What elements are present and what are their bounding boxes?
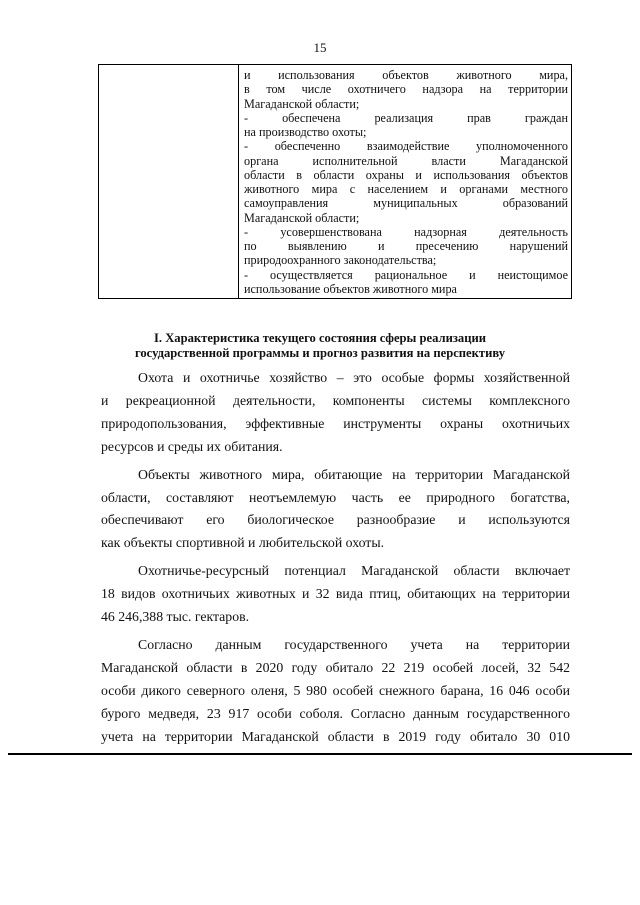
body-text-line: бурого медведя, 23 917 особи соболя. Согласно данным государственного [101,705,570,721]
body-text-line: Охота и охотничье хозяйство – это особые формы хозяйственной [138,370,570,385]
table-text-line: и использования объектов животного мира, [244,68,568,82]
table-text-line: Магаданской области; [244,210,360,225]
table-right-cell [244,68,568,296]
table-left-cell [99,65,239,298]
body-text-line: Охотничье-ресурсный потенциал Магаданской области включает [138,563,570,579]
table-text-line: самоуправления муниципальных образований [244,196,568,211]
table-text-line: в том числе охотничего надзора на территории [244,82,568,97]
body-text-line: особи дикого северного оленя, 5 980 особей снежного барана, 16 046 особи [101,682,570,698]
table-text-line: органа исполнительной власти Магаданской [244,153,568,168]
table-text-line: области в области охраны и использования объектов [244,167,568,182]
body-text-line: 46 246,388 тыс. гектаров. [101,609,250,625]
table-text-line: Магаданской области; [244,96,360,111]
body-text [101,367,570,749]
body-text-line: Магаданской области в 2020 году обитало 22 219 особей лосей, 32 542 [101,659,570,675]
body-text-line: природопользования, эффективные инструменты охраны охотничьих [101,415,570,431]
body-text-line: и рекреационной деятельности, компоненты системы комплексного [101,392,570,408]
body-text-line: обеспечивают его биологическое разнообразие и используются [101,512,570,528]
table-text-line: на производство охоты; [244,125,367,139]
body-text-line: Согласно данным государственного учета на территории [138,636,570,652]
body-text-line: ресурсов и среды их обитания. [101,438,283,454]
table-text-line: животного мира с населением и органами местного [244,182,568,196]
table-text-line: - усовершенствована надзорная деятельность [244,224,568,239]
body-text-line: как объекты спортивной и любительской охоты. [101,535,385,551]
table-text-line: - обеспеченно взаимодействие уполномоченного [244,139,568,154]
results-table [98,64,572,299]
table-text-line: - осуществляется рациональное и неистощимое [244,267,568,282]
body-text-line: области, составляют неотъемлемую часть ее природного богатства, [101,489,570,505]
page-number: 15 [313,40,327,55]
section-heading-line-1: I. Характеристика текущего состояния сферы реализации [154,331,486,345]
body-text-line: 18 видов охотничьих животных и 32 вида птиц, обитающих на территории [101,586,570,602]
section-heading-line-2: государственной программы и прогноз развития на перспективу [134,345,505,360]
section-heading [0,331,640,360]
table-text-line: по выявлению и пресечению нарушений [244,239,568,253]
body-text-line: Объекты животного мира, обитающие на территории Магаданской [138,466,570,482]
table-text-line: природоохранного законодательства; [244,253,437,268]
footer-divider [8,753,632,755]
body-text-line: учета на территории Магаданской области в 2019 году обитало 30 010 [101,728,570,744]
table-text-line: - обеспечена реализация прав граждан [244,110,568,125]
table-text-line: использование объектов животного мира [244,281,457,296]
